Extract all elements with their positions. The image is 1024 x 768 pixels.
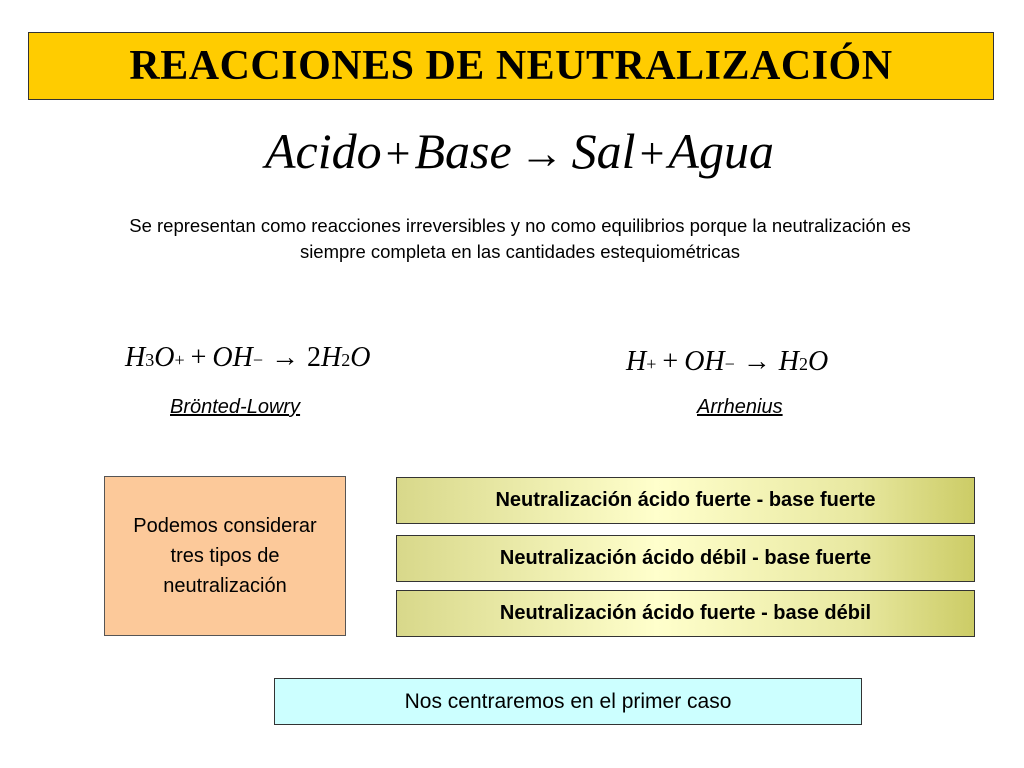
eq-term: H [321,342,342,373]
eq-subscript: 3 [145,350,155,370]
eq-water: Agua [668,123,774,179]
neutralization-type-box [396,477,975,524]
eq-salt: Sal [571,123,636,179]
description-text: Se representan como reacciones irreversibles y no como equilibrios porque la neutralización es siempre completa en las cantidades estequiométricas [129,215,911,262]
eq-subscript: 2 [799,354,809,374]
focus-note-text: Nos centraremos en el primer caso [404,689,732,713]
eq-superscript: − [724,354,735,374]
eq-plus: + [385,129,411,178]
eq-subscript: 2 [341,350,351,370]
eq-term: OH [212,342,253,373]
eq-term: H [626,346,647,377]
eq-plus: + [190,342,207,373]
eq-plus: + [662,346,679,377]
neutralization-type-label: Neutralización ácido débil - base fuerte [499,547,872,569]
eq-superscript: − [252,350,264,370]
eq-superscript: + [646,354,657,374]
eq-term: O [350,342,371,373]
neutralization-type-box [396,535,975,582]
neutralization-type-box [396,590,975,637]
types-intro-box [104,476,346,636]
eq-base: Base [414,123,512,179]
eq-arrow: → [742,346,771,377]
types-intro-text: Podemos considerar tres tipos de neutralización [133,515,317,597]
eq-coefficient: 2 [307,342,322,373]
eq-superscript: + [174,350,185,370]
eq-term: H [125,342,146,373]
eq-plus: + [639,129,665,178]
title-banner [28,32,994,100]
arrhenius-equation [626,346,828,378]
main-equation [265,122,774,192]
focus-note-box [274,678,862,725]
eq-arrow: → [271,342,300,373]
arrhenius-label: Arrhenius [697,396,783,418]
eq-acid: Acido [265,123,382,179]
neutralization-type-label: Neutralización ácido fuerte - base fuerte [495,489,876,511]
bronsted-equation [125,342,371,374]
page-title: REACCIONES DE NEUTRALIZACIÓN [129,43,893,89]
neutralization-type-label: Neutralización ácido fuerte - base débil [499,602,872,624]
eq-term: O [154,342,175,373]
bronsted-label: Brönted-Lowry [170,396,301,418]
eq-term: O [808,346,829,377]
eq-arrow: → [519,129,564,178]
eq-term: H [778,346,800,377]
eq-term: OH [684,346,725,377]
